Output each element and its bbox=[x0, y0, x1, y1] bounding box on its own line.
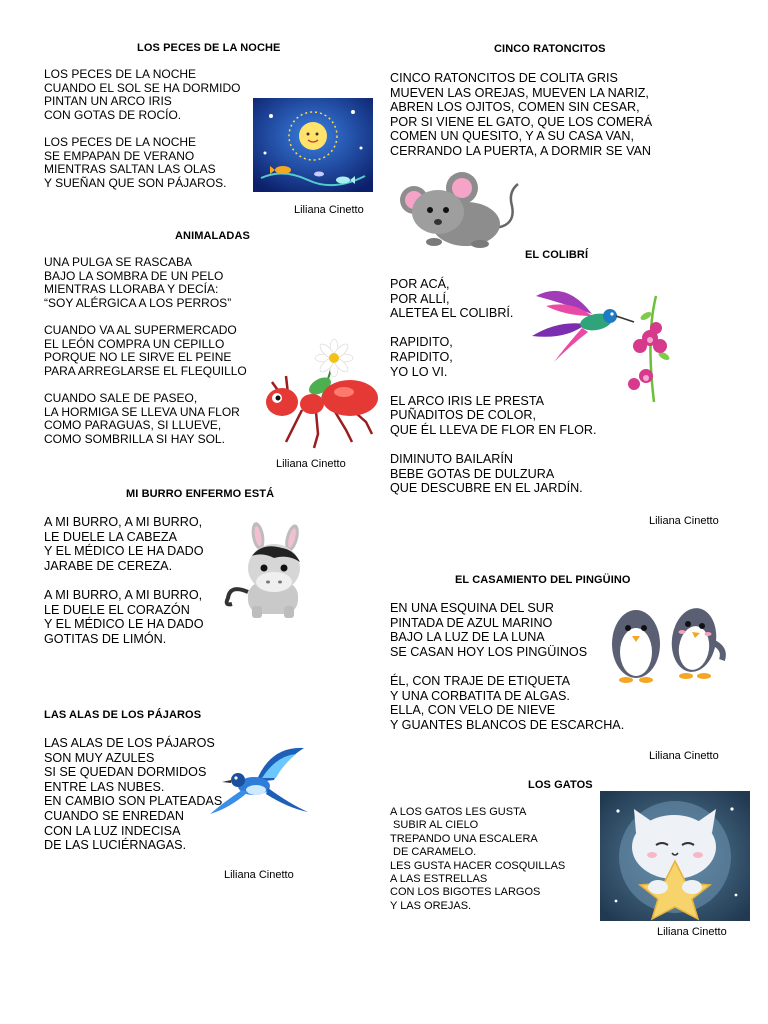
poem-author: Liliana Cinetto bbox=[649, 750, 719, 762]
poem-author: Liliana Cinetto bbox=[224, 869, 294, 881]
poem-text: EN UNA ESQUINA DEL SUR PINTADA DE AZUL MARINO BAJO LA LUZ DE LA LUNA SE CASAN HOY LOS PINGÜINOS ÉL, CON TRAJE DE ETIQUETA Y UNA CORBATITA DE ALGAS. ELLA, CON VELO DE NIEVE Y GUANTES BLANCOS DE ESCARCHA. bbox=[390, 601, 625, 732]
poem-text: UNA PULGA SE RASCABA BAJO LA SOMBRA DE UN PELO MIENTRAS LLORABA Y DECÍA: “SOY ALÉRGICA A LOS PERROS” CUANDO VA AL SUPERMERCADO EL LEÓN COMPRA UN CEPILLO PORQUE NO LE SIRVE EL PEINE PARA ARREGLARSE EL FLEQUILLO CUANDO SALE DE PASEO, LA HORMIGA SE LLEVA UNA FLOR COMO PARAGUAS, SI LLUEVE, COMO SOMBRILLA SI HAY SOL. bbox=[44, 255, 247, 446]
poem-title: CINCO RATONCITOS bbox=[494, 43, 606, 55]
poem-title: EL COLIBRÍ bbox=[525, 249, 589, 261]
poem-title: LAS ALAS DE LOS PÁJAROS bbox=[44, 709, 202, 721]
poem-text: POR ACÁ, POR ALLÍ, ALETEA EL COLIBRÍ. RAPIDITO, RAPIDITO, YO LO VI. EL ARCO IRIS LE PRESTA PUÑADITOS DE COLOR, QUE ÉL LLEVA DE FLOR EN FLOR. DIMINUTO BAILARÍN BEBE GOTAS DE DULZURA QUE DESCUBRE EN EL JARDÍN. bbox=[390, 277, 597, 496]
cat-on-star-picture bbox=[600, 791, 750, 921]
blue-bird-picture bbox=[204, 742, 310, 816]
hummingbird-picture bbox=[526, 276, 676, 406]
poem-text: A LOS GATOS LES GUSTA SUBIR AL CIELO TREPANDO UNA ESCALERA DE CARAMELO. LES GUSTA HACER COSQUILLAS A LAS ESTRELLAS CON LOS BIGOTES LARGOS Y LAS OREJAS. bbox=[390, 806, 566, 912]
poem-author: Liliana Cinetto bbox=[657, 926, 727, 938]
poem-title: ANIMALADAS bbox=[175, 230, 250, 242]
poem-title: LOS PECES DE LA NOCHE bbox=[137, 42, 281, 54]
poem-text: LOS PECES DE LA NOCHE CUANDO EL SOL SE HA DORMIDO PINTAN UN ARCO IRIS CON GOTAS DE ROCÍO. LOS PECES DE LA NOCHE SE EMPAPAN DE VERANO MIENTRAS SALTAN LAS OLAS Y SUEÑAN QUE SON PÁJAROS. bbox=[44, 67, 241, 190]
poem-author: Liliana Cinetto bbox=[649, 515, 719, 527]
poem-title: LOS GATOS bbox=[528, 779, 593, 791]
mouse-picture bbox=[394, 166, 524, 250]
poem-text: A MI BURRO, A MI BURRO, LE DUELE LA CABEZA Y EL MÉDICO LE HA DADO JARABE DE CEREZA. A MI BURRO, A MI BURRO, LE DUELE EL CORAZÓN Y EL MÉDICO LE HA DADO GOTITAS DE LIMÓN. bbox=[44, 515, 204, 646]
poem-author: Liliana Cinetto bbox=[294, 204, 364, 216]
poem-title: MI BURRO ENFERMO ESTÁ bbox=[126, 488, 275, 500]
ant-with-flower-picture bbox=[252, 338, 384, 456]
poem-text: LAS ALAS DE LOS PÁJAROS SON MUY AZULES SI SE QUEDAN DORMIDOS ENTRE LAS NUBES. EN CAMBIO SON PLATEADAS CUANDO SE ENREDAN CON LA LUZ INDECISA DE LAS LUCIÉRNAGAS. bbox=[44, 736, 223, 853]
donkey-picture bbox=[222, 522, 314, 620]
penguins-picture bbox=[604, 598, 728, 684]
night-fish-moon-picture bbox=[253, 98, 373, 192]
poem-title: EL CASAMIENTO DEL PINGÜINO bbox=[455, 574, 631, 586]
poem-text: CINCO RATONCITOS DE COLITA GRIS MUEVEN LAS OREJAS, MUEVEN LA NARIZ, ABREN LOS OJITOS, COMEN SIN CESAR, POR SI VIENE EL GATO, QUE LOS COMERÁ COMEN UN QUESITO, Y A SU CASA VAN, CERRANDO LA PUERTA, A DORMIR SE VAN bbox=[390, 71, 653, 158]
poem-author: Liliana Cinetto bbox=[276, 458, 346, 470]
